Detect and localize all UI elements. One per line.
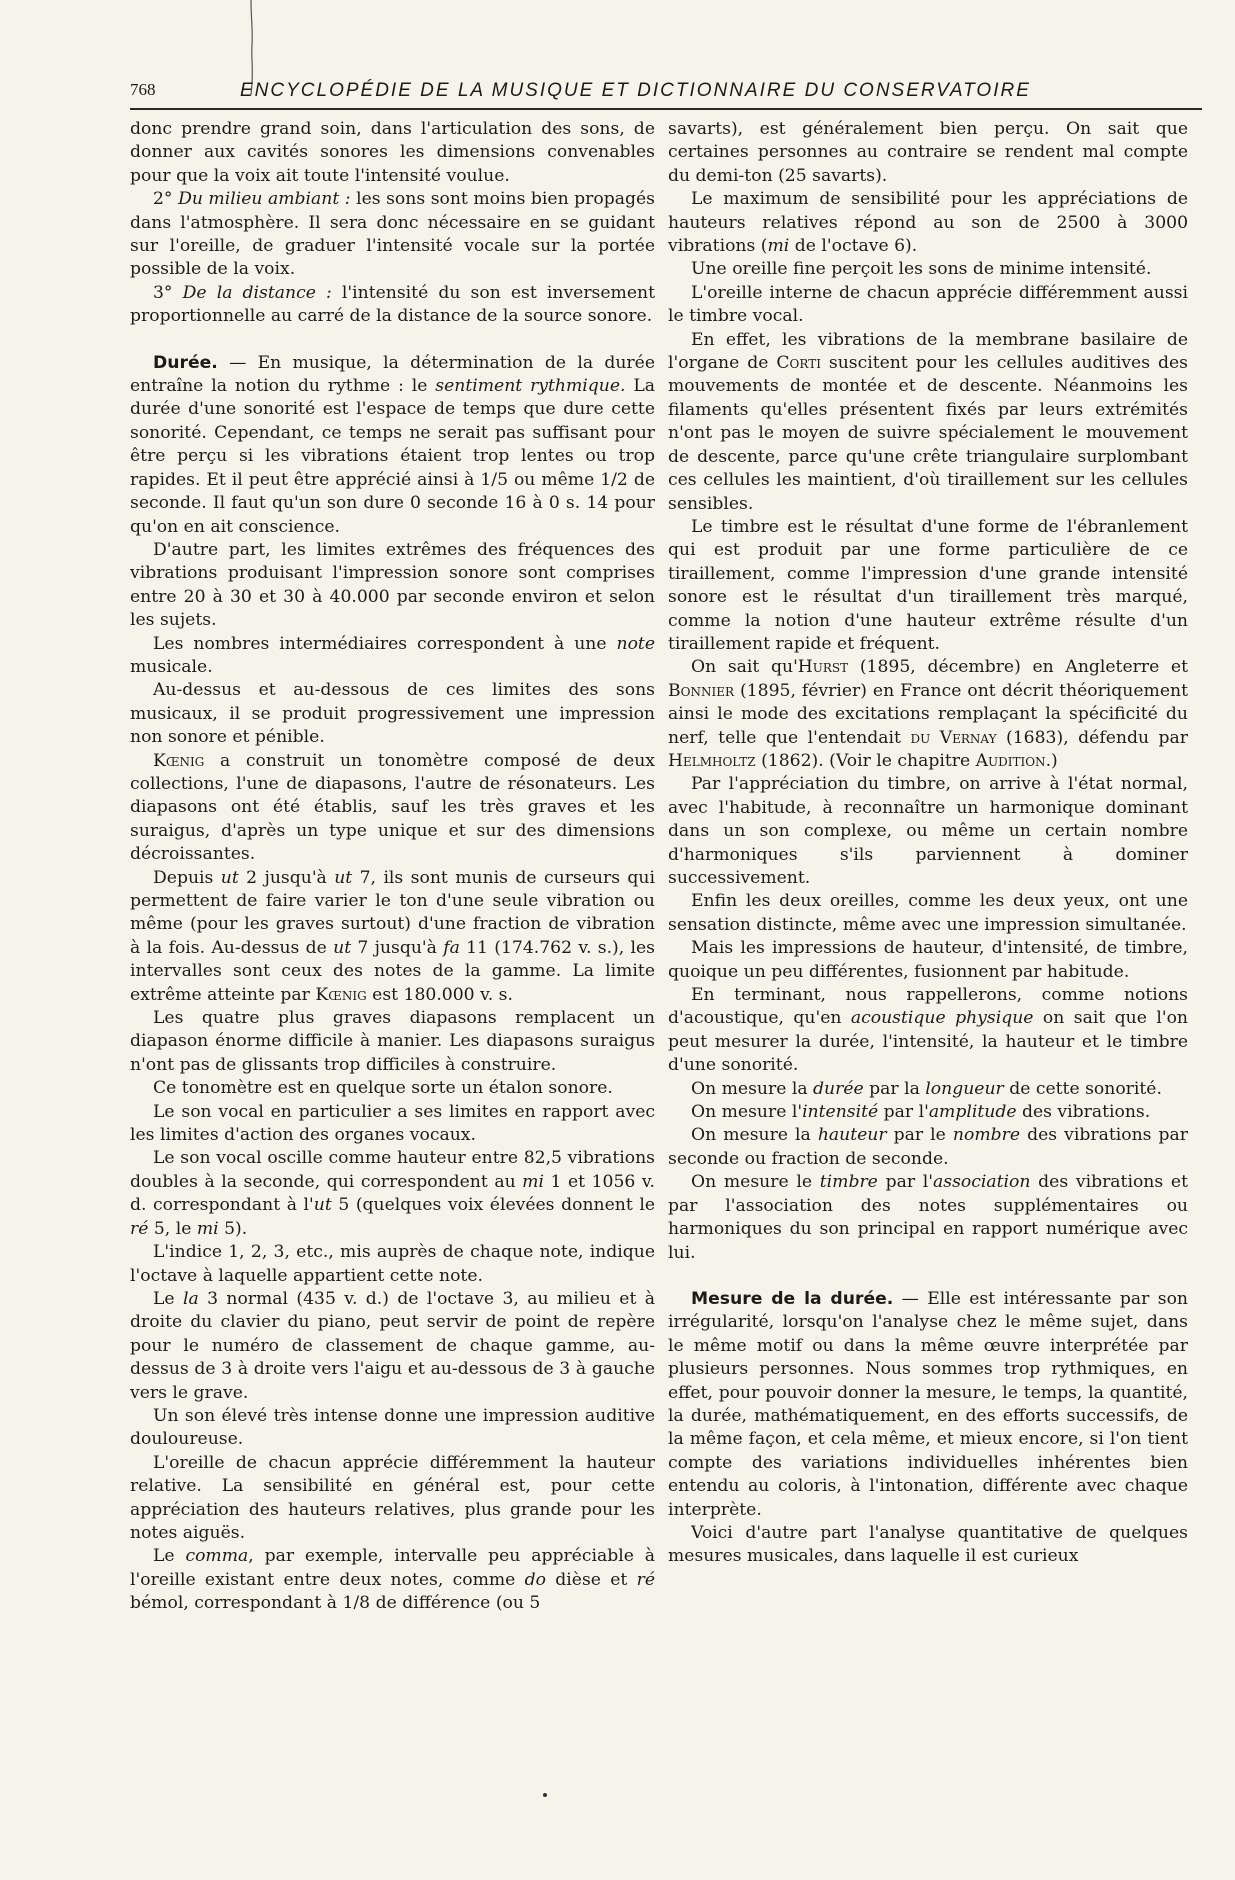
text-segment: savarts), est généralement bien perçu. On sait que certaines personnes au contraire se rendent mal compte du demi-ton (25 savarts). — [668, 119, 1188, 186]
text-segment: nombre — [952, 1125, 1021, 1146]
text-segment: les sons sont moins bien propagés dans l'atmosphère. Il sera donc nécessaire en se guidant sur l'oreille, de graduer l'intensité vocale sur la portée possible de la voix. — [130, 189, 655, 280]
text-segment: D'autre part, les limites extrêmes des fréquences des vibrations produisant l'impression sonore sont comprises entre 20 à 30 et 30 à 40.000 par seconde environ et selon les sujets. — [130, 539, 655, 631]
section-title: Mesure de la durée. — [691, 1288, 894, 1309]
text-segment: donc prendre grand soin, dans l'articulation des sons, de donner aux cavités sonores les dimensions convenables pour que la voix ait toute l'intensité voulue. — [130, 119, 655, 186]
text-segment: Corti — [776, 353, 821, 374]
text-segment: do — [524, 1569, 546, 1590]
text-segment: Depuis — [153, 867, 221, 888]
paragraph — [130, 867, 655, 1007]
text-segment: En terminant, nous rappellerons, comme notions d'acoustique, qu'en — [668, 985, 1188, 1029]
paragraph — [668, 1078, 1188, 1101]
text-segment: de cette sonorité. — [1003, 1078, 1162, 1099]
text-segment: intensité — [802, 1102, 879, 1123]
paragraph — [130, 1101, 655, 1148]
paragraph — [668, 1101, 1188, 1124]
text-segment: Un son élevé très intense donne une impression auditive douloureuse. — [130, 1405, 655, 1450]
text-segment: On mesure le — [691, 1172, 820, 1193]
text-segment: des vibrations. — [1016, 1102, 1151, 1123]
page-header — [130, 78, 1202, 110]
paragraph — [668, 656, 1188, 773]
paragraph — [668, 516, 1188, 656]
text-segment: mi — [767, 236, 790, 257]
text-segment: ré — [130, 1218, 149, 1239]
paragraph — [130, 1241, 655, 1288]
text-segment: est 180.000 v. s. — [366, 984, 513, 1005]
text-segment: La durée d'une sonorité est l'espace de temps que dure cette sonorité. Cependant, ce temps ne serait pas suffisant pour être perçu si les vibrations étaient trop lentes ou trop rapides. Et il peut être apprécié ainsi à 1/5 ou même 1/2 de seconde. Il faut qu'un son dure 0 seconde 16 à 0 s. 14 pour qu'on en ait conscience. — [130, 376, 656, 537]
paragraph — [668, 118, 1188, 188]
text-segment: l'intensité du son est inversement proportionnelle au carré de la distance de la source sonore. — [130, 282, 655, 327]
paragraph — [130, 188, 655, 282]
text-segment: 2 jusqu'à — [238, 867, 335, 888]
paragraph — [130, 1452, 655, 1546]
text-segment: ut — [333, 937, 352, 958]
text-segment: Bonnier — [668, 680, 735, 701]
paragraph — [130, 1147, 655, 1241]
text-segment: Le son vocal oscille comme hauteur entre 82,5 vibrations doubles à la seconde, qui correspondent au — [130, 1148, 655, 1192]
text-segment: On mesure l' — [691, 1102, 803, 1123]
text-segment: 7, ils sont munis de curseurs qui permettent de faire varier le ton d'une seule vibration ou même (pour les graves surtout) d'une fraction de vibration à la fois. Au-dessus de — [130, 867, 656, 958]
text-segment: acoustique physique — [850, 1008, 1034, 1029]
text-segment: des vibrations et par l'association des notes supplémentaires ou harmoniques du son principal en rapport numérique avec lui. — [668, 1172, 1188, 1263]
text-segment: des vibrations par seconde ou fraction de seconde. — [668, 1125, 1188, 1169]
text-segment: L'oreille interne de chacun apprécie différemment aussi le timbre vocal. — [668, 282, 1188, 327]
text-segment: mi — [196, 1218, 219, 1239]
paragraph — [668, 258, 1188, 281]
paragraph — [130, 679, 655, 749]
text-segment: de l'octave 6). — [789, 236, 918, 257]
text-segment: note — [616, 633, 655, 654]
paragraph — [130, 1007, 655, 1077]
paragraph — [668, 282, 1188, 329]
section-title: Durée. — [153, 352, 218, 373]
paragraph — [130, 282, 655, 329]
paragraph — [130, 633, 655, 680]
paragraph — [668, 773, 1188, 890]
text-segment: dièse et — [546, 1569, 637, 1590]
text-segment: 5). — [218, 1218, 248, 1239]
running-title: ENCYCLOPÉDIE DE LA MUSIQUE ET DICTIONNAIRE DU CONSERVATOIRE — [240, 80, 1031, 101]
text-segment: par l' — [877, 1172, 933, 1193]
text-segment: L'indice 1, 2, 3, etc., mis auprès de chaque note, indique l'octave à laquelle appartient cette note. — [130, 1242, 655, 1286]
paragraph — [668, 1171, 1188, 1265]
paragraph — [668, 329, 1188, 516]
text-segment: 1 et 1056 v. d. correspondant à l' — [130, 1171, 655, 1216]
text-segment: musicale. — [130, 656, 213, 677]
text-segment: Le — [153, 1288, 183, 1309]
text-segment: Hurst — [797, 657, 849, 678]
text-segment: timbre — [819, 1172, 878, 1193]
text-segment: (1895, février) en France ont décrit théoriquement ainsi le mode des excitations remplaçant la spécificité du nerf, telle que l'entendait — [668, 680, 1188, 748]
text-segment: En effet, les vibrations de la membrane basilaire de l'organe de — [668, 329, 1188, 374]
text-segment: Le maximum de sensibilité pour les appréciations de hauteurs relatives répond au son de 2500 à 3000 vibrations ( — [668, 189, 1188, 257]
paragraph — [130, 1545, 655, 1615]
text-segment: ré — [636, 1569, 655, 1590]
text-segment: par la — [863, 1078, 926, 1099]
paragraph — [668, 890, 1188, 937]
text-segment: durée — [813, 1078, 864, 1099]
text-segment: Les nombres intermédiaires correspondent à une — [153, 633, 617, 654]
text-segment: par l' — [878, 1102, 929, 1123]
text-segment: du Vernay — [910, 727, 997, 748]
text-segment: , par exemple, intervalle peu appréciable à l'oreille existant entre deux notes, comme — [130, 1546, 655, 1590]
paragraph — [130, 539, 655, 633]
text-segment: Mais les impressions de hauteur, d'intensité, de timbre, quoique un peu différentes, fusionnent par habitude. — [668, 938, 1188, 982]
paragraph — [130, 1405, 655, 1452]
text-segment: 7 jusqu'à — [351, 937, 444, 958]
right-text-column — [668, 118, 1188, 1569]
text-segment: Voici d'autre part l'analyse quantitative de quelques mesures musicales, dans laquelle il est curieux — [668, 1522, 1188, 1567]
text-segment: sentiment rythmique. — [435, 376, 626, 397]
text-segment: mi — [522, 1171, 544, 1192]
text-segment: suscitent pour les cellules auditives des mouvements de montée et de descente. Néanmoins les filaments qu'elles présentent fixés par leurs extrémités n'ont pas le moyen de suivre spécialement le mouvement de descente, parce qu'une crête triangulaire surplombant ces cellules les maintient, d'où tiraillement sur les cellules sensibles. — [668, 353, 1188, 514]
text-segment: a construit un tonomètre composé de deux collections, l'une de diapasons, l'autre de résonateurs. Les diapasons ont été établis, sauf les très graves et les suraigus, d'après un type unique et sur des dimensions décroissantes. — [130, 750, 655, 865]
text-segment: la — [182, 1288, 199, 1309]
text-segment: comma — [185, 1546, 249, 1567]
text-segment: On mesure la — [691, 1078, 814, 1099]
text-segment: 3° — [153, 282, 183, 303]
text-segment: Du milieu ambiant : — [178, 189, 351, 210]
text-segment: ut — [313, 1195, 332, 1216]
text-segment: Une oreille fine perçoit les sons de minime intensité. — [691, 259, 1152, 280]
text-segment: on sait que l'on peut mesurer la durée, l'intensité, la hauteur et le timbre d'une sonorité. — [668, 1008, 1188, 1076]
text-segment: (1862). (Voir le chapitre — [755, 750, 976, 771]
text-segment: De la distance : — [182, 282, 332, 303]
text-segment: ut — [220, 867, 239, 888]
text-segment: fa — [443, 937, 460, 958]
text-segment: Les quatre plus graves diapasons remplacent un diapason énorme difficile à manier. Les diapasons suraigus n'ont pas de glissants trop difficiles à construire. — [130, 1008, 655, 1075]
paragraph — [130, 118, 655, 188]
text-segment: Au-dessus et au-dessous de ces limites des sons musicaux, il se produit progressivement une impression non sonore et pénible. — [130, 680, 655, 748]
text-segment: — Elle est intéressante par son irrégularité, lorsqu'on l'analyse chez le même sujet, dans le même motif ou dans la même œuvre interprétée par plusieurs personnes. Nous sommes trop rythmiques, en effet, pour pouvoir donner la mesure, le temps, la quantité, la durée, mathématiquement, en des efforts successifs, de la même façon, et cela même, et mieux encore, si l'on tient compte des variations individuelles inhérentes bien entendu au coloris, à l'intonation, différente avec chaque interprète. — [668, 1288, 1188, 1520]
paragraph — [668, 1288, 1188, 1522]
text-segment: — En musique, la détermination de la durée entraîne la notion du rythme : le — [130, 352, 655, 397]
text-segment: association — [933, 1172, 1031, 1193]
paragraph — [668, 188, 1188, 258]
text-segment: hauteur — [817, 1125, 887, 1146]
text-segment: bémol, correspondant à 1/8 de différence (ou 5 — [130, 1593, 541, 1614]
page-number: 768 — [130, 80, 156, 99]
text-segment: Ce tonomètre est en quelque sorte un étalon sonore. — [153, 1078, 613, 1099]
text-segment: On sait qu' — [691, 657, 798, 678]
paragraph — [668, 937, 1188, 984]
paragraph — [668, 1124, 1188, 1171]
text-segment: Le — [153, 1546, 186, 1567]
text-segment: 11 (174.762 v. s.), les intervalles sont ceux des notes de la gamme. La limite extrême atteinte par — [130, 937, 656, 1005]
text-segment: par le — [886, 1125, 953, 1146]
text-segment: Par l'appréciation du timbre, on arrive à l'état normal, avec l'habitude, à reconnaître un harmonique dominant dans un son complexe, ou même un certain nombre d'harmoniques s'ils parviennent à dominer successivement. — [668, 774, 1188, 888]
text-segment: Kœnig — [153, 750, 205, 771]
left-text-column — [130, 118, 655, 1616]
text-segment: longueur — [925, 1078, 1004, 1099]
paragraph — [668, 1522, 1188, 1569]
text-segment: L'oreille de chacun apprécie différemment la hauteur relative. La sensibilité en général est, pour cette appréciation des hauteurs relatives, plus grande pour les notes aiguës. — [130, 1452, 655, 1543]
text-segment: amplitude — [928, 1102, 1017, 1123]
text-segment: ut — [334, 867, 353, 888]
paragraph — [130, 352, 655, 539]
paragraph — [130, 750, 655, 867]
text-segment: 5 (quelques voix élevées donnent le — [331, 1195, 655, 1216]
text-segment: Helmholtz — [668, 750, 756, 771]
text-segment: On mesure la — [691, 1125, 818, 1146]
text-segment: (1895, décembre) en Angleterre et — [848, 657, 1189, 678]
page-dot — [543, 1793, 547, 1797]
text-segment: Le timbre est le résultat d'une forme de l'ébranlement qui est produit par une forme particulière de ce tiraillement, comme l'impression d'une grande intensité sonore est le résultat d'un tiraillement très marqué, comme la notion d'une hauteur extrême résulte d'un tiraillement rapide et fréquent. — [668, 516, 1188, 654]
text-segment: Audition — [975, 750, 1046, 771]
text-segment: Kœnig — [315, 984, 367, 1005]
paragraph — [130, 1077, 655, 1100]
paragraph — [668, 984, 1188, 1078]
text-segment: 2° — [153, 189, 179, 210]
text-segment: 5, le — [148, 1218, 197, 1239]
text-segment: Le son vocal en particulier a ses limites en rapport avec les limites d'action des organes vocaux. — [130, 1101, 655, 1146]
text-segment: Enfin les deux oreilles, comme les deux yeux, ont une sensation distincte, même avec une impression simultanée. — [668, 891, 1188, 935]
text-segment: (1683), défendu par — [996, 727, 1188, 748]
text-segment: .) — [1045, 750, 1058, 771]
text-segment: 3 normal (435 v. d.) de l'octave 3, au milieu et à droite du clavier du piano, peut servir de point de repère pour le numéro de classement de chaque gamme, au-dessus de 3 à droite vers l'aigu et au-dessous de 3 à gauche vers le grave. — [130, 1288, 655, 1403]
paragraph — [130, 1288, 655, 1405]
